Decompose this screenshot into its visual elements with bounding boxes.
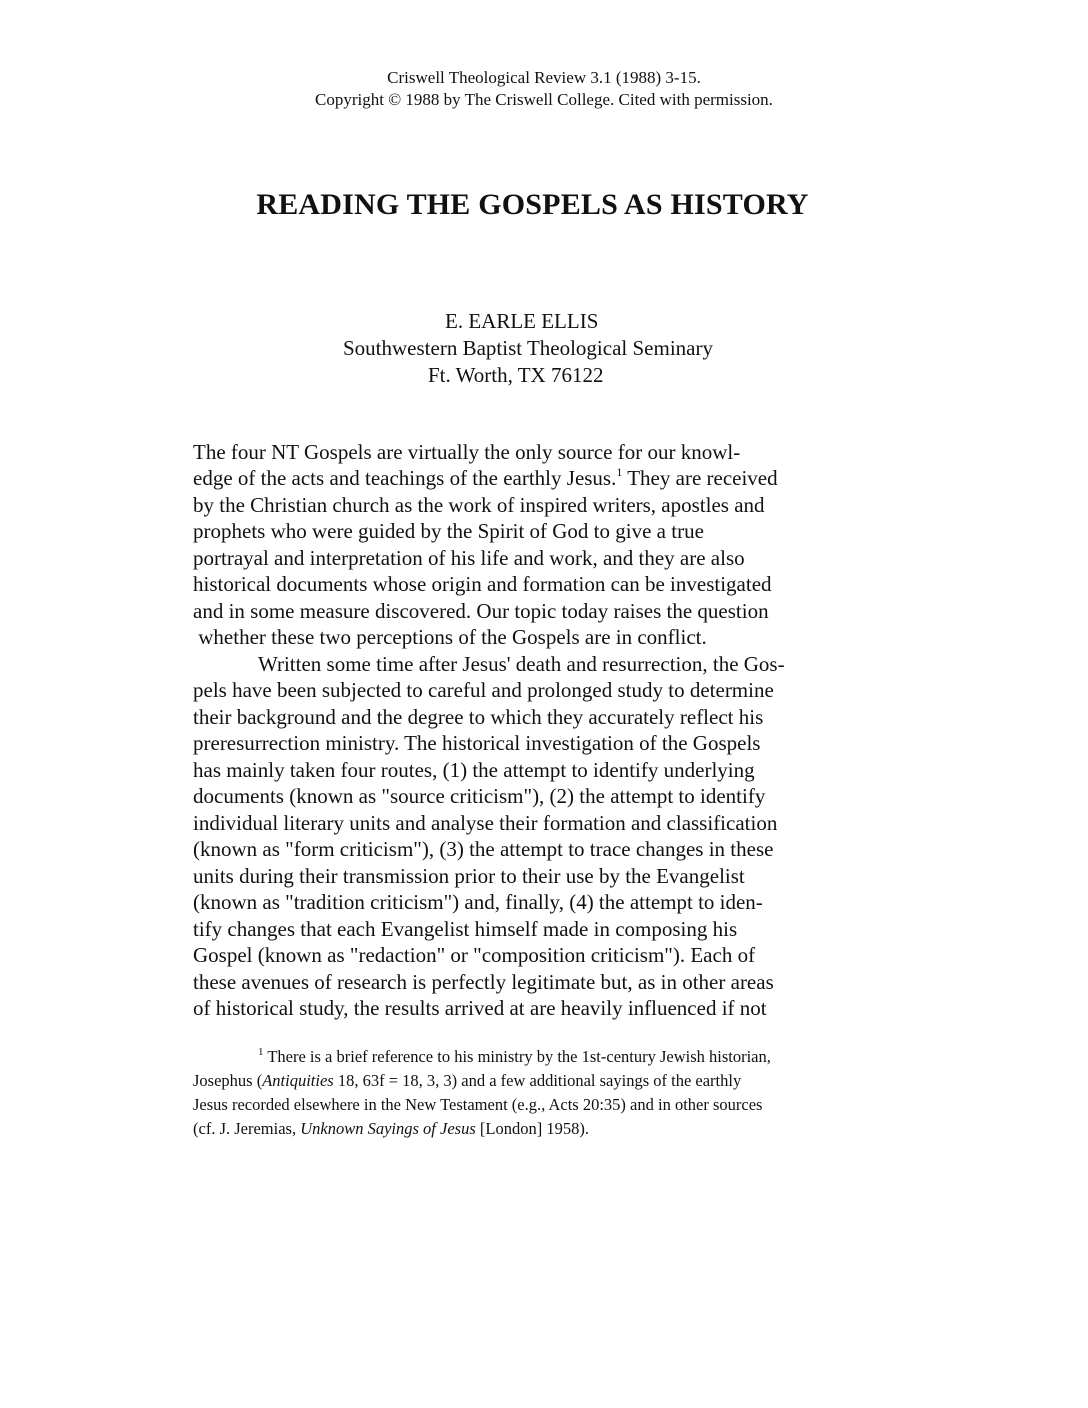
body-line: (known as "form criticism"), (3) the attempt to trace changes in these [193,837,774,861]
body-line: individual literary units and analyse their formation and classification [193,811,778,835]
footnote-text: Josephus ( [193,1071,263,1090]
body-line: portrayal and interpretation of his life and work, and they are also [193,546,745,570]
body-line: whether these two perceptions of the Gospels are in conflict. [193,625,707,649]
copyright-line: Copyright © 1988 by The Criswell College. Cited with permission. [315,90,773,109]
body-text: edge of the acts and teachings of the earthly Jesus. [193,466,617,490]
footnote-line: Jesus recorded elsewhere in the New Testament (e.g., Acts 20:35) and in other sources [193,1095,763,1114]
footnote-title-italic: Unknown Sayings of Jesus [300,1119,476,1138]
footnote-title-italic: Antiquities [262,1071,334,1090]
body-line: units during their transmission prior to their use by the Evangelist [193,864,745,888]
body-line: tify changes that each Evangelist himself made in composing his [193,917,738,941]
footnote-text: There is a brief reference to his ministry by the 1st-century Jewish historian, [263,1047,771,1066]
body-line: has mainly taken four routes, (1) the attempt to identify underlying [193,758,755,782]
author-name: E. EARLE ELLIS [445,309,599,333]
body-line: of historical study, the results arrived at are heavily influenced if not [193,996,767,1020]
footnote-line [258,1046,771,1067]
footnote-marker: 1 [258,1046,264,1058]
body-line: these avenues of research is perfectly legitimate but, as in other areas [193,970,774,994]
footnote-text: [London] 1958). [475,1119,589,1138]
footnote-line [193,1118,589,1139]
body-line: Written some time after Jesus' death and resurrection, the Gos- [258,652,785,676]
body-line: prophets who were guided by the Spirit of God to give a true [193,519,704,543]
body-line: preresurrection ministry. The historical investigation of the Gospels [193,731,761,755]
footnote-line [193,1070,741,1091]
body-line: documents (known as "source criticism"), (2) the attempt to identify [193,784,766,808]
body-line: (known as "tradition criticism") and, finally, (4) the attempt to iden- [193,890,763,914]
body-line: Gospel (known as "redaction" or "composition criticism"). Each of [193,943,756,967]
footnote-ref[interactable]: 1 [616,465,623,479]
citation-line: Criswell Theological Review 3.1 (1988) 3-15. [387,68,701,87]
body-line: their background and the degree to which they accurately reflect his [193,705,764,729]
article-title: READING THE GOSPELS AS HISTORY [256,188,809,221]
body-line: and in some measure discovered. Our topic today raises the question [193,599,769,623]
body-line: The four NT Gospels are virtually the only source for our knowl- [193,440,741,464]
body-line [193,465,778,491]
body-text: They are received [622,466,778,490]
footnote-text: (cf. J. Jeremias, [193,1119,301,1138]
body-line: historical documents whose origin and formation can be investigated [193,572,772,596]
author-address: Ft. Worth, TX 76122 [428,363,604,387]
body-line: pels have been subjected to careful and prolonged study to determine [193,678,774,702]
author-institution: Southwestern Baptist Theological Seminary [343,336,713,360]
footnote-text: 18, 63f = 18, 3, 3) and a few additional sayings of the earthly [333,1071,742,1090]
body-line: by the Christian church as the work of inspired writers, apostles and [193,493,765,517]
